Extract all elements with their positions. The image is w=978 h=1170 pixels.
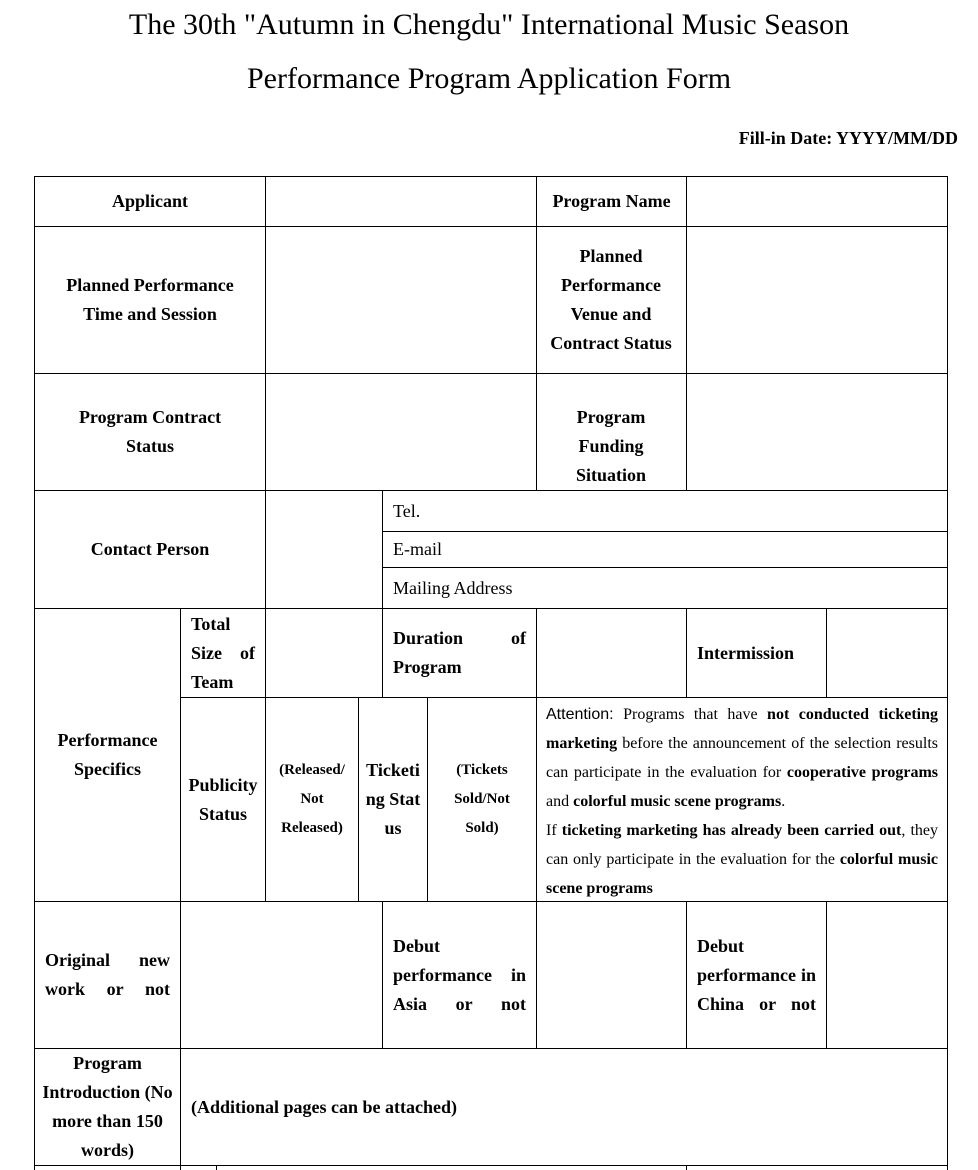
team-size-field[interactable]: [266, 609, 382, 697]
ticketing-label: Ticketing Status: [365, 760, 421, 838]
team-size-label: Total Size of Team: [191, 613, 255, 692]
attention-notice: Attention: Programs that have not conducted ticketing marketing before the announcement of the selection results can participate in the evaluation for cooperative programs and colorful music scene programs. If ticketing marketing has already been carried out, they can only participate in the evaluation for the colorful music scene programs: [546, 706, 939, 897]
contact-person-field[interactable]: [266, 491, 382, 608]
tel-field[interactable]: Tel.: [393, 500, 421, 521]
planned-time-field[interactable]: [266, 227, 536, 373]
duration-field[interactable]: [537, 609, 686, 697]
performance-specifics-label: Performance Specifics: [57, 730, 158, 779]
debut-china-label: Debut performance in China or not: [697, 936, 816, 1014]
applicant-field[interactable]: [266, 177, 536, 226]
contract-status-field[interactable]: [266, 374, 536, 490]
debut-china-field[interactable]: [827, 902, 947, 1048]
intermission-label: Intermission: [697, 642, 795, 663]
planned-venue-label: Planned Performance Venue and Contract Status: [550, 246, 672, 353]
contact-person-label: Contact Person: [90, 539, 210, 559]
program-name-field[interactable]: [687, 177, 947, 226]
applicant-label: Applicant: [111, 191, 189, 211]
program-intro-field[interactable]: (Additional pages can be attached): [191, 1096, 458, 1117]
program-intro-label: Program Introduction (No more than 150 words): [42, 1053, 173, 1160]
ticketing-options[interactable]: (Tickets Sold/Not Sold): [454, 762, 510, 836]
email-field[interactable]: E-mail: [393, 539, 442, 559]
debut-asia-label: Debut performance in Asia or not: [393, 936, 526, 1014]
fill-in-date: Fill-in Date: YYYY/MM/DD: [738, 128, 958, 148]
original-work-field[interactable]: [181, 902, 382, 1048]
publicity-options[interactable]: (Released/ Not Released): [279, 762, 345, 836]
funding-field[interactable]: [687, 374, 947, 490]
original-work-label: Original new work or not: [45, 950, 170, 999]
form-title-line1: The 30th "Autumn in Chengdu" International Music Season: [128, 8, 850, 41]
program-name-label: Program Name: [552, 191, 671, 211]
mailing-address-field[interactable]: Mailing Address: [393, 577, 513, 598]
contract-status-label: Program Contract Status: [78, 407, 222, 456]
funding-label: Program Funding Situation: [575, 406, 647, 485]
intermission-field[interactable]: [827, 609, 947, 697]
form-title-line2: Performance Program Application Form: [246, 62, 732, 95]
planned-venue-field[interactable]: [687, 227, 947, 373]
planned-time-label: Planned Performance Time and Session: [66, 275, 234, 324]
debut-asia-field[interactable]: [537, 902, 686, 1048]
publicity-label: Publicity Status: [188, 774, 258, 824]
duration-label: Duration of Program: [393, 628, 526, 677]
